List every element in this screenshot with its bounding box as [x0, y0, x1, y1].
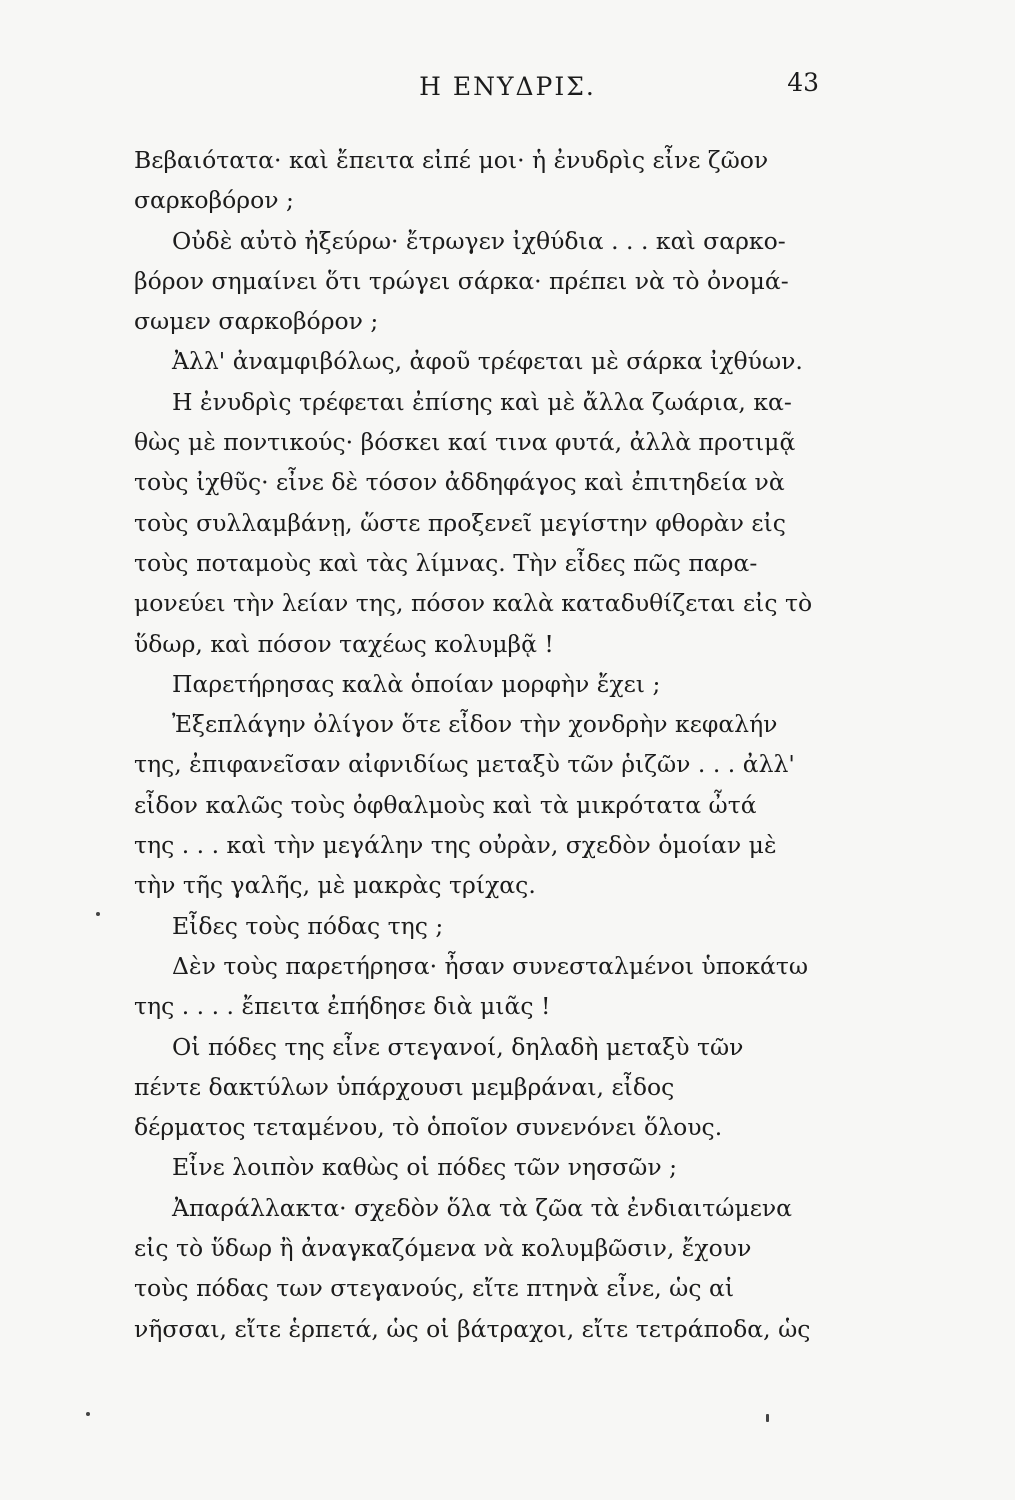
text-line: Παρετήρησας καλὰ ὁποίαν μορφὴν ἔχει ;	[172, 669, 661, 698]
text-line: πέντε δακτύλων ὑπάρχουσι μεμβράναι, εἶδος	[134, 1072, 675, 1101]
text-line: Εἶνε λοιπὸν καθὼς οἱ πόδες τῶν νησσῶν ;	[172, 1153, 677, 1182]
text-line: τὴν τῆς γαλῆς, μὲ μακρὰς τρίχας.	[134, 871, 536, 900]
text-line: τοὺς πόδας των στεγανούς, εἴτε πτηνὰ εἶνε, ὡς αἱ	[134, 1274, 735, 1303]
text-line: δέρματος τεταμένου, τὸ ὁποῖον συνενόνει ὅλους.	[134, 1113, 723, 1142]
text-line: Οἱ πόδες της εἶνε στεγανοί, δηλαδὴ μεταξὺ τῶν	[172, 1032, 744, 1061]
text-line: σαρκοβόρον ;	[134, 186, 294, 215]
text-line: εἰς τὸ ὕδωρ ἢ ἀναγκαζόμενα νὰ κολυμβῶσιν, ἔχουν	[134, 1234, 752, 1263]
text-line: τοὺς συλλαμβάνῃ, ὥστε προξενεῖ μεγίστην φθορὰν εἰς	[134, 508, 786, 537]
text-line: Ἀπαράλλακτα· σχεδὸν ὅλα τὰ ζῶα τὰ ἐνδιαιτώμενα	[172, 1193, 793, 1222]
page-header	[0, 66, 1015, 106]
text-line: μονεύει τὴν λείαν της, πόσον καλὰ καταδυθίζεται εἰς τὸ	[134, 589, 813, 618]
text-line: νῆσσαι, εἴτε ἑρπετά, ὡς οἱ βάτραχοι, εἴτε τετράποδα, ὡς	[134, 1314, 811, 1343]
text-line: τοὺς ἰχθῦς· εἶνε δὲ τόσον ἀδδηφάγος καὶ ἐπιτηδεία νὰ	[134, 468, 785, 497]
text-line: ὕδωρ, καὶ πόσον ταχέως κολυμβᾷ !	[134, 629, 554, 658]
text-line: Οὐδὲ αὐτὸ ἠξεύρω· ἔτρωγεν ἰχθύδια . . . καὶ σαρκο-	[172, 226, 786, 255]
ink-speck	[766, 1414, 769, 1422]
text-line: Εἶδες τοὺς πόδας της ;	[172, 911, 444, 940]
page-number: 43	[787, 68, 819, 97]
text-line: Βεβαιότατα· καὶ ἔπειτα εἰπέ μοι· ἡ ἐνυδρὶς εἶνε ζῶον	[134, 146, 769, 174]
text-line: τοὺς ποταμοὺς καὶ τὰς λίμνας. Τὴν εἶδες πῶς παρα-	[134, 548, 758, 577]
text-line: θὼς μὲ ποντικούς· βόσκει καί τινα φυτά, ἀλλὰ προτιμᾷ	[134, 428, 796, 457]
body-text	[134, 140, 817, 1349]
text-line: σωμεν σαρκοβόρον ;	[134, 307, 379, 336]
text-line: Δὲν τοὺς παρετήρησα· ἦσαν συνεσταλμένοι ὑποκάτω	[172, 951, 809, 980]
text-line: Η ἐνυδρὶς τρέφεται ἐπίσης καὶ μὲ ἄλλα ζωάρια, κα-	[172, 387, 792, 416]
ink-speck	[96, 912, 100, 916]
ink-speck	[86, 1412, 90, 1416]
running-title: Η ΕΝΥΔΡΙΣ.	[419, 72, 596, 101]
text-line: εἶδον καλῶς τοὺς ὀφθαλμοὺς καὶ τὰ μικρότατα ὦτά	[134, 790, 757, 819]
text-line: της . . . καὶ τὴν μεγάλην της οὐρὰν, σχεδὸν ὁμοίαν μὲ	[134, 831, 777, 860]
text-line: βόρον σημαίνει ὅτι τρώγει σάρκα· πρέπει νὰ τὸ ὀνομά-	[134, 266, 789, 295]
text-line: Ἐξεπλάγην ὀλίγον ὅτε εἶδον τὴν χονδρὴν κεφαλήν	[172, 710, 778, 739]
text-line: της, ἐπιφανεῖσαν αἰφνιδίως μεταξὺ τῶν ῥιζῶν . . . ἀλλ'	[134, 750, 795, 779]
text-line: Ἀλλ' ἀναμφιβόλως, ἀφοῦ τρέφεται μὲ σάρκα ἰχθύων.	[172, 347, 803, 376]
text-line: της . . . . ἔπειτα ἐπήδησε διὰ μιᾶς !	[134, 992, 551, 1021]
